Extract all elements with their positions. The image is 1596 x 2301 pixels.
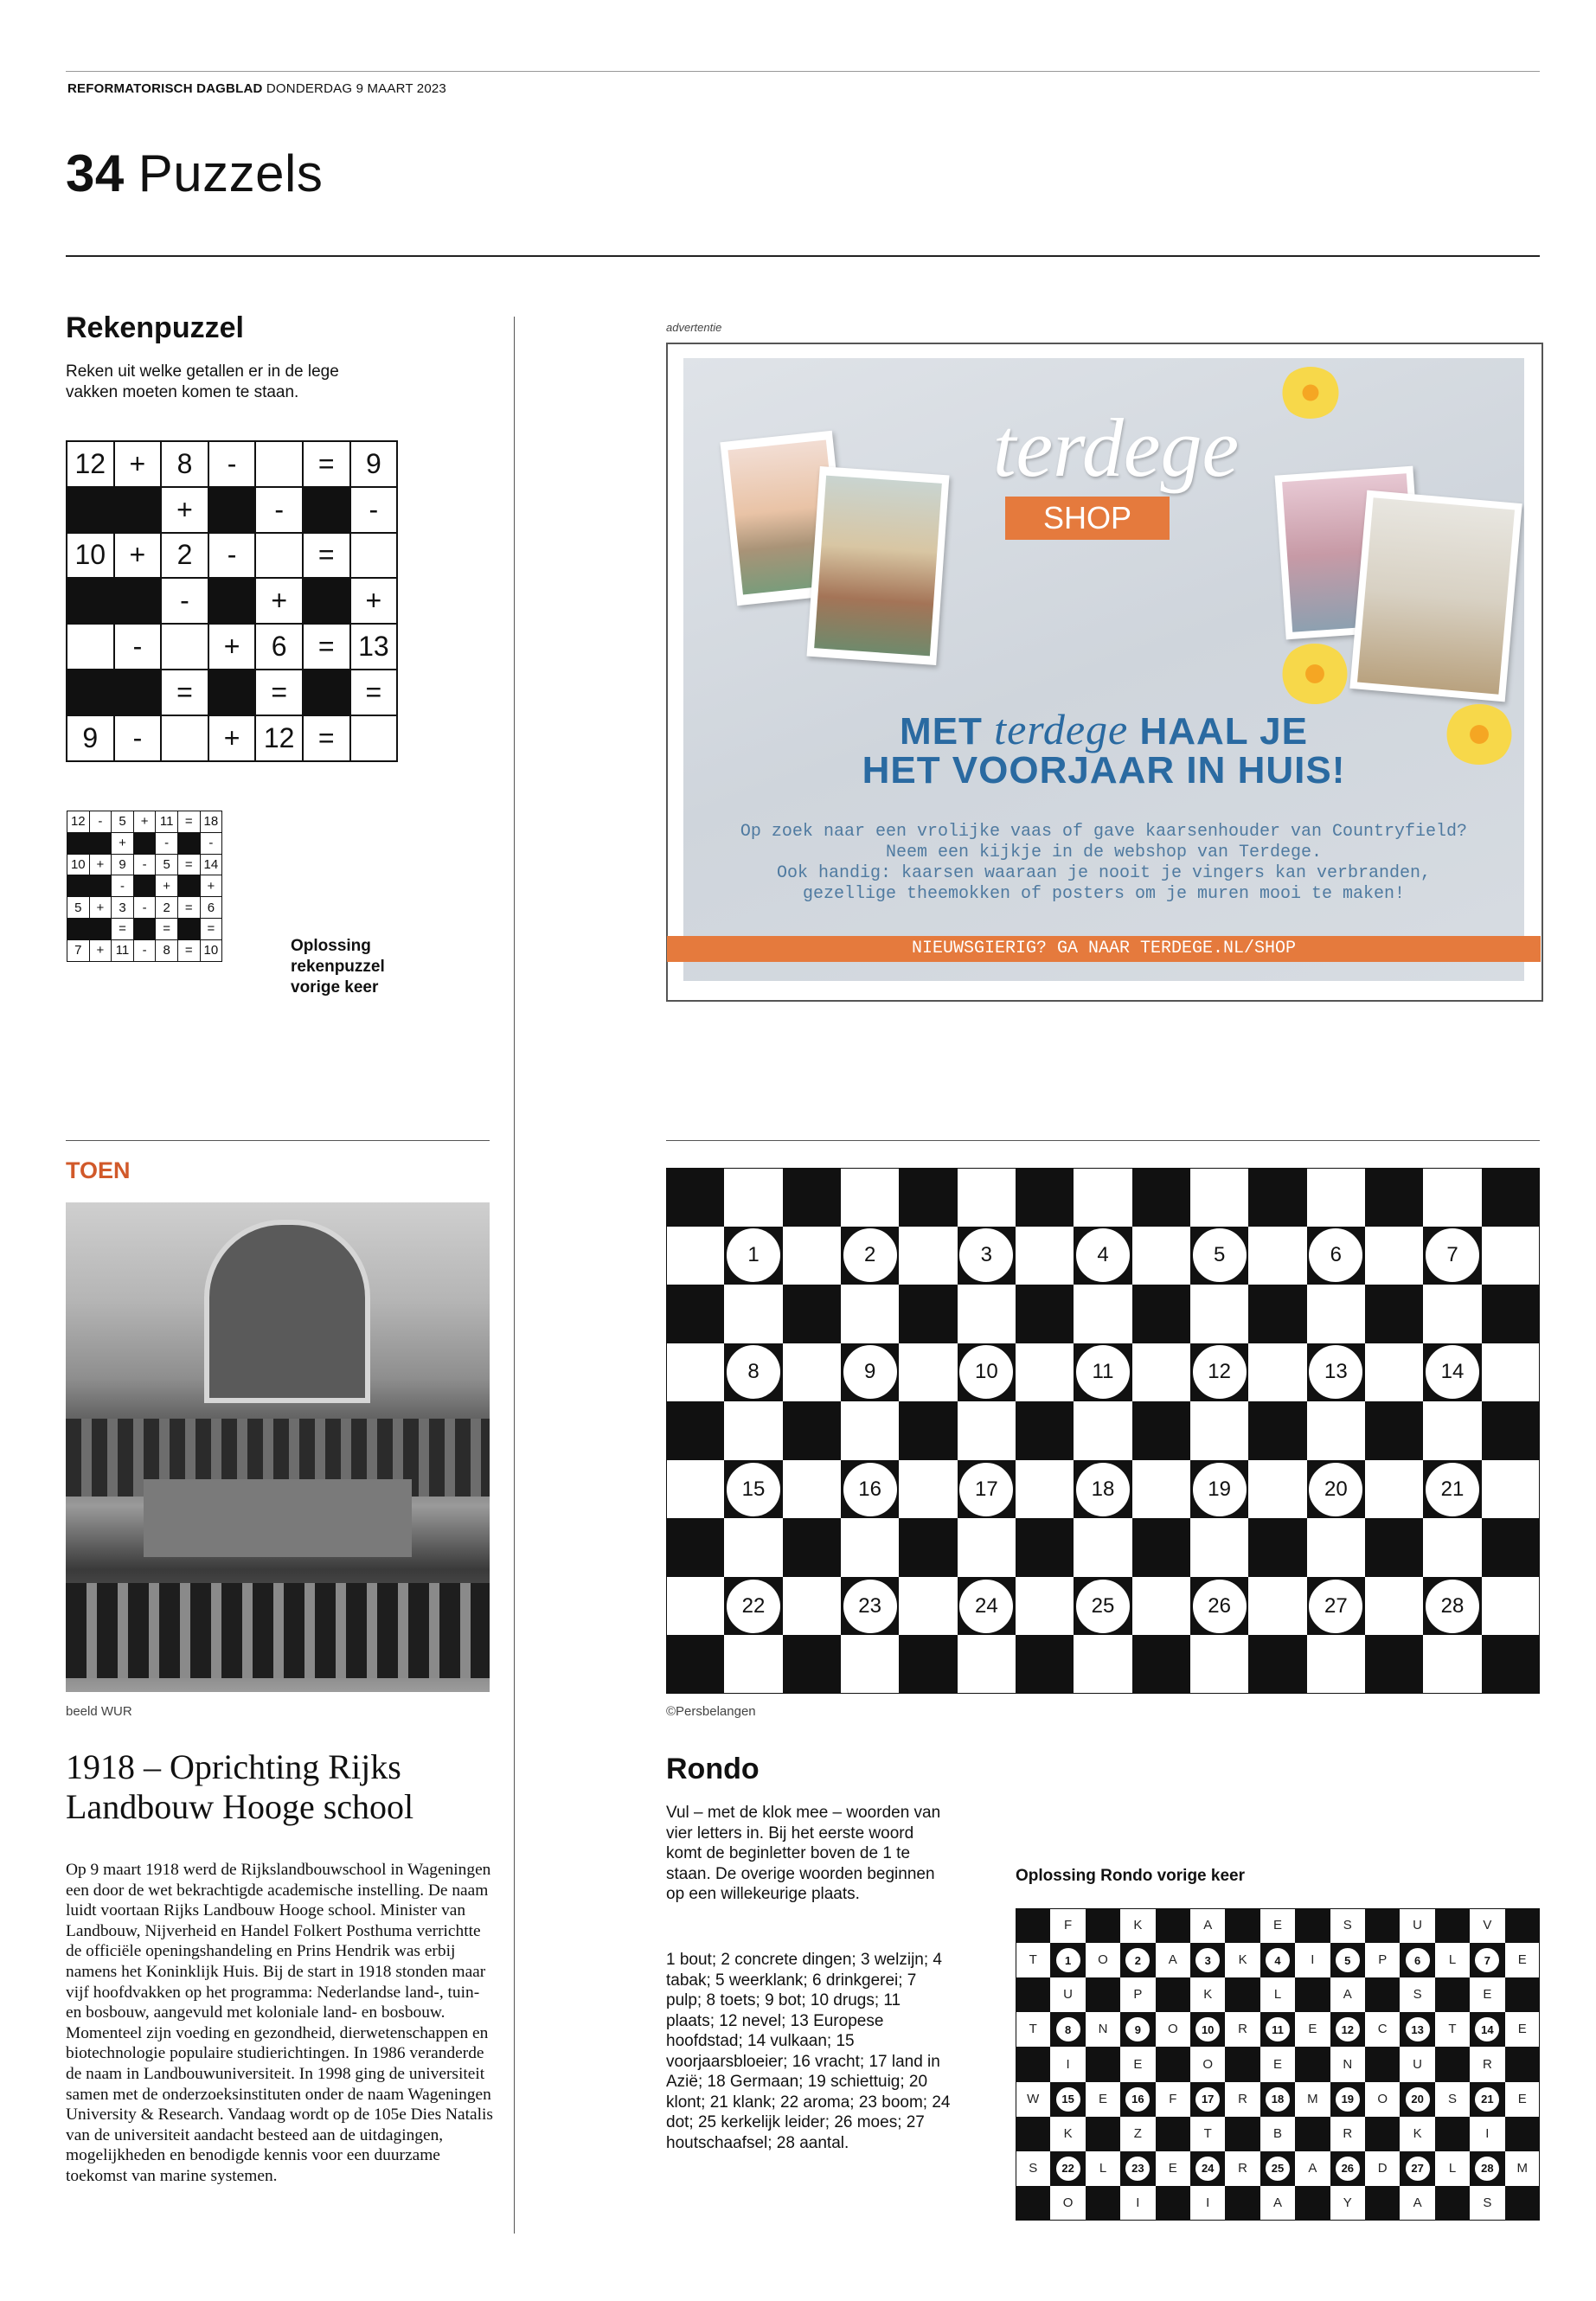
solution-letter: N: [1098, 2022, 1108, 2037]
rondo-clues: 1 bout; 2 concrete dingen; 3 welzijn; 4 tabak; 5 weerklank; 6 drinkgerei; 7 pulp; 8 toets; 9 bot; 10 drugs; 11 plaats; 12 nevel; 13 Europese hoofdstad; 14 vulkaan; 15 voorjaarsbloeier; 16 vracht; 17 land in Azië; 18 Germaan; 19 schiettuig; 20 klont; 21 klank; 22 aroma; 23 boom; 24 dot; 25 kerkelijk leider; 26 moes; 27 houtschaafsel; 28 aantal.: [666, 1951, 951, 2152]
rondo-number-circle: 11: [1074, 1343, 1131, 1400]
grid-cell: =: [177, 811, 200, 833]
grid-cell: 13: [350, 624, 398, 670]
rondo-number-circle: 16: [842, 1461, 899, 1518]
black-cell: [208, 578, 256, 624]
grid-cell: 5: [156, 854, 178, 875]
solution-letter: R: [1238, 2022, 1247, 2037]
advert-headline-2: HET VOORJAAR IN HUIS!: [862, 749, 1346, 792]
grid-row: [67, 832, 222, 854]
solution-letter: R: [1238, 2091, 1247, 2106]
grid-row: [67, 487, 397, 533]
rondo-number-circle: 21: [1424, 1461, 1481, 1518]
advert-label: advertentie: [666, 321, 722, 334]
solution-letter: I: [1136, 2195, 1140, 2210]
solution-number-circle: 19: [1335, 2086, 1361, 2112]
advert-headline-1-brand: terdege: [994, 705, 1129, 753]
grid-cell: 2: [156, 897, 178, 919]
solution-number-circle: 16: [1125, 2086, 1151, 2112]
grid-cell: =: [255, 670, 303, 715]
grid-cell: +: [89, 897, 112, 919]
rondo-grid[interactable]: [666, 1168, 1540, 1694]
solution-letter: Z: [1133, 2125, 1142, 2141]
solution-letter: P: [1378, 1952, 1388, 1968]
grid-cell: +: [350, 578, 398, 624]
solution-letter: Y: [1343, 2195, 1352, 2210]
solution-letter: K: [1413, 2125, 1422, 2141]
grid-cell: 6: [255, 624, 303, 670]
daffodil-icon: [1280, 644, 1349, 704]
rondo-solution-label: Oplossing Rondo vorige keer: [1016, 1867, 1245, 1885]
grid-cell: +: [200, 875, 222, 897]
black-cell: [133, 832, 156, 854]
solution-number-circle: 21: [1474, 2086, 1500, 2112]
rondo-number-circle: 19: [1191, 1461, 1248, 1518]
solution-letter: I: [1311, 1952, 1315, 1968]
grid-cell: -: [112, 875, 134, 897]
solution-letter: C: [1377, 2022, 1388, 2037]
solution-number-circle: 15: [1055, 2086, 1081, 2112]
solution-letter: A: [1343, 1987, 1352, 2003]
rondo-number-circle: 17: [958, 1461, 1015, 1518]
rondo-number-circle: 14: [1424, 1343, 1481, 1400]
solution-letter: R: [1482, 2056, 1492, 2072]
advert-body: [683, 822, 1524, 905]
solution-letter: F: [1064, 1918, 1073, 1933]
rondo-number-circle: 12: [1191, 1343, 1248, 1400]
grid-cell: =: [350, 670, 398, 715]
solution-number-circle: 4: [1265, 1947, 1291, 1973]
solution-letter: N: [1343, 2056, 1353, 2072]
grid-cell: 11: [112, 939, 134, 961]
grid-cell: =: [303, 624, 350, 670]
grid-cell: 5: [112, 811, 134, 833]
solution-letter: E: [1517, 1952, 1527, 1968]
grid-cell: +: [161, 487, 208, 533]
solution-number-circle: 10: [1195, 2016, 1221, 2042]
solution-number-circle: 11: [1265, 2016, 1291, 2042]
grid-cell: -: [255, 487, 303, 533]
black-cell: [303, 487, 350, 533]
rondo-number-circle: 5: [1191, 1227, 1248, 1284]
solution-letter: I: [1206, 2195, 1210, 2210]
black-cell: [114, 487, 162, 533]
rekenpuzzel-solution-grid: [67, 811, 222, 962]
black-cell: [208, 670, 256, 715]
solution-number-circle: 9: [1125, 2016, 1151, 2042]
black-cell: [177, 832, 200, 854]
grid-row: [67, 918, 222, 939]
advert-headline-1-b: HAAL JE: [1139, 710, 1308, 753]
grid-cell: -: [133, 939, 156, 961]
rondo-intro: Vul – met de klok mee – woorden van vier letters in. Bij het eerste woord komt de beginletter boven de 1 te staan. De overige woorden beginnen op een willekeurige plaats.: [666, 1804, 941, 1903]
grid-cell: -: [133, 854, 156, 875]
solution-number-circle: 3: [1195, 1947, 1221, 1973]
rondo-number-circle: 2: [842, 1227, 899, 1284]
solution-letter: I: [1066, 2056, 1070, 2072]
rekenpuzzel-title: Rekenpuzzel: [66, 311, 244, 344]
grid-cell: =: [177, 939, 200, 961]
solution-letter: A: [1308, 2160, 1317, 2176]
solution-letter: L: [1099, 2160, 1107, 2176]
solution-letter: M: [1307, 2091, 1318, 2106]
grid-cell: +: [114, 441, 162, 487]
grid-cell: 6: [200, 897, 222, 919]
black-cell: [89, 875, 112, 897]
solution-letter: T: [1029, 2022, 1037, 2037]
solution-letter: S: [1447, 2091, 1457, 2106]
rekenpuzzel-intro: Reken uit welke getallen er in de lege vakken moeten komen te staan.: [66, 362, 339, 401]
grid-cell: =: [200, 918, 222, 939]
grid-cell: =: [161, 670, 208, 715]
rondo-number-circle: 26: [1191, 1578, 1248, 1635]
solution-number-circle: 5: [1335, 1947, 1361, 1973]
photo-credit: beeld WUR: [66, 1704, 132, 1719]
black-cell: [67, 875, 90, 897]
rondo-number-circle: 18: [1074, 1461, 1131, 1518]
solution-number-circle: 20: [1405, 2086, 1431, 2112]
rondo-number-circle: 24: [958, 1578, 1015, 1635]
rondo-number-circle: 1: [725, 1227, 782, 1284]
grid-cell: 18: [200, 811, 222, 833]
solution-letter: E: [1168, 2160, 1177, 2176]
solution-number-circle: 17: [1195, 2086, 1221, 2112]
rondo-number-circle: 4: [1074, 1227, 1131, 1284]
grid-cell: =: [112, 918, 134, 939]
solution-letter: O: [1098, 1952, 1108, 1968]
grid-cell: -: [208, 533, 256, 579]
solution-letter: A: [1203, 1918, 1213, 1933]
rondo-number-circle: 28: [1424, 1578, 1481, 1635]
rondo-copyright: ©Persbelangen: [666, 1704, 756, 1719]
grid-cell: 2: [161, 533, 208, 579]
grid-row: [67, 624, 397, 670]
black-cell: [303, 578, 350, 624]
rondo-number-circle: 3: [958, 1227, 1015, 1284]
solution-letter: S: [1343, 1918, 1352, 1933]
grid-cell: -: [156, 832, 178, 854]
grid-cell: 12: [67, 811, 90, 833]
solution-letter: D: [1377, 2160, 1388, 2176]
solution-number-circle: 1: [1055, 1947, 1081, 1973]
grid-cell: 9: [350, 441, 398, 487]
rondo-number-circle: 7: [1424, 1227, 1481, 1284]
grid-row: [67, 939, 222, 961]
solution-letter: U: [1413, 1918, 1422, 1933]
solution-letter: E: [1133, 2056, 1143, 2072]
solution-number-circle: 25: [1265, 2156, 1291, 2182]
solution-number-circle: 6: [1405, 1947, 1431, 1973]
black-cell: [67, 832, 90, 854]
solution-letter: O: [1062, 2195, 1074, 2210]
solution-letter: L: [1448, 1952, 1457, 1968]
solution-letter: R: [1343, 2125, 1353, 2141]
black-cell: [177, 918, 200, 939]
grid-cell: =: [303, 715, 350, 761]
solution-letter: E: [1098, 2091, 1107, 2106]
black-cell: [114, 578, 162, 624]
solution-number-circle: 23: [1125, 2156, 1151, 2182]
grid-cell: +: [112, 832, 134, 854]
solution-border: [1016, 1908, 1540, 2221]
rondo-number-circle: 22: [725, 1578, 782, 1635]
solution-letter: S: [1029, 2160, 1038, 2176]
advert-headline-1-a: MET: [900, 710, 983, 753]
toen-body: Op 9 maart 1918 werd de Rijkslandbouwschool in Wageningen een door de wet bekrachtigde academische instelling. De naam luidt voortaan Rijks Landbouw Hooge school. Minister van Landbouw, Nijverheid en Handel Folkert Posthuma verrichtte de officiële openingshandeling en Prins Hendrik was erbij namens het Koninklijk Huis. Bij de start in 1918 stonden maar vijf hoofdvakken op het programma: Nederlandse land-, tuin- en bosbouw, aangevuld met koloniale land- en bosbouw. Momenteel zijn voeding en gezondheid, dierwetenschappen en biotechnologie populaire studierichtingen. In 1986 veranderde de naam in Landbouwuniversiteit. In 1998 ging de universiteit samen met de onderzoeksinstituten onder de naam Wageningen University & Research. Vandaag wordt op de 105e Dies Natalis van de universiteit aandacht besteed aan de uitdagingen, mogelijkheden en benodigde kennis voor een duurzame toekomst van marine systemen.: [66, 1861, 493, 2185]
solution-letter: E: [1272, 1918, 1282, 1933]
page-title: [66, 144, 323, 203]
rondo-number-circle: 13: [1307, 1343, 1364, 1400]
rekenpuzzel-grid[interactable]: [66, 440, 398, 762]
black-cell: [67, 578, 114, 624]
empty-cell[interactable]: [255, 441, 303, 487]
solution-letter: T: [1203, 2125, 1212, 2141]
rondo-solution-grid: [1016, 1908, 1540, 2221]
advert-card-photo: [807, 466, 950, 665]
empty-cell[interactable]: [67, 624, 114, 670]
grid-row: [67, 897, 222, 919]
solution-number-circle: 2: [1125, 1947, 1151, 1973]
grid-cell: +: [255, 578, 303, 624]
advert-vase-photo: [1349, 490, 1522, 702]
grid-cell: =: [177, 854, 200, 875]
grid-cell: 10: [67, 854, 90, 875]
solution-letter: A: [1168, 1952, 1177, 1968]
rondo-number-circle: 27: [1307, 1578, 1364, 1635]
solution-letter: E: [1483, 1987, 1492, 2003]
advert-panel[interactable]: [683, 358, 1524, 981]
grid-row: [67, 670, 397, 715]
solution-number-circle: 24: [1195, 2156, 1221, 2182]
solution-letter: M: [1516, 2160, 1529, 2176]
toen-title: 1918 – Oprichting Rijks Landbouw Hooge school: [66, 1747, 414, 1826]
solution-number-circle: 28: [1474, 2156, 1500, 2182]
grid-row: [67, 811, 222, 833]
grid-cell: =: [156, 918, 178, 939]
grid-cell: 3: [112, 897, 134, 919]
solution-letter: T: [1448, 2022, 1457, 2037]
solution-number-circle: 27: [1405, 2156, 1431, 2182]
solution-letter: A: [1413, 2195, 1422, 2210]
rondo-number-circle: 23: [842, 1578, 899, 1635]
grid-cell: 10: [67, 533, 114, 579]
rondo-number-circle: 25: [1074, 1578, 1131, 1635]
solution-letter: U: [1413, 2056, 1422, 2072]
advert-shop-badge: SHOP: [1005, 497, 1170, 540]
solution-letter: B: [1272, 2125, 1282, 2141]
grid-cell: 7: [67, 939, 90, 961]
black-cell: [303, 670, 350, 715]
grid-row: [67, 875, 222, 897]
empty-cell[interactable]: [255, 533, 303, 579]
grid-cell: +: [89, 939, 112, 961]
solution-letter: W: [1027, 2091, 1040, 2106]
grid-cell: 9: [67, 715, 114, 761]
solution-number-circle: 18: [1265, 2086, 1291, 2112]
grid-row: [67, 441, 397, 487]
grid-cell: +: [114, 533, 162, 579]
solution-letter: L: [1448, 2160, 1457, 2176]
solution-letter: E: [1517, 2091, 1527, 2106]
rondo-number-circle: 8: [725, 1343, 782, 1400]
black-cell: [114, 670, 162, 715]
grid-cell: +: [208, 624, 256, 670]
solution-letter: V: [1483, 1918, 1492, 1933]
toen-label: TOEN: [66, 1157, 131, 1183]
grid-row: [67, 854, 222, 875]
solution-letter: E: [1308, 2022, 1317, 2037]
advert-brand: terdege: [992, 401, 1240, 494]
solution-number-circle: 7: [1474, 1947, 1500, 1973]
grid-cell: +: [133, 811, 156, 833]
rekenpuzzel-solution-label: Oplossing rekenpuzzel vorige keer: [291, 937, 385, 997]
solution-number-circle: 8: [1055, 2016, 1081, 2042]
rondo-number-circle: 15: [725, 1461, 782, 1518]
grid-cell: 12: [255, 715, 303, 761]
solution-letter: I: [1485, 2125, 1490, 2141]
solution-letter: O: [1167, 2022, 1178, 2037]
section-name: Puzzels: [138, 144, 324, 202]
black-cell: [177, 875, 200, 897]
empty-cell[interactable]: [161, 715, 208, 761]
masthead-date: DONDERDAG 9 MAART 2023: [266, 81, 446, 96]
grid-cell: 5: [67, 897, 90, 919]
grid-cell: =: [303, 441, 350, 487]
solution-letter: T: [1029, 1952, 1037, 1968]
grid-cell: -: [200, 832, 222, 854]
advert-headline-1: [683, 704, 1524, 754]
grid-cell: 9: [112, 854, 134, 875]
solution-letter: F: [1169, 2091, 1177, 2106]
advert-body-line: Op zoek naar een vrolijke vaas of gave kaarsenhouder van Countryfield?: [740, 822, 1468, 842]
black-cell: [133, 918, 156, 939]
solution-number-circle: 13: [1405, 2016, 1431, 2042]
grid-cell: =: [303, 533, 350, 579]
black-cell: [89, 832, 112, 854]
grid-cell: 8: [156, 939, 178, 961]
rondo-number-circle: 6: [1307, 1227, 1364, 1284]
masthead-paper: REFORMATORISCH DAGBLAD: [67, 81, 263, 96]
solution-number-circle: 26: [1335, 2156, 1361, 2182]
black-cell: [67, 918, 90, 939]
solution-letter: P: [1133, 1987, 1143, 2003]
solution-number-circle: 12: [1335, 2016, 1361, 2042]
grid-cell: +: [89, 854, 112, 875]
solution-letter: A: [1272, 2195, 1282, 2210]
solution-letter: K: [1203, 1987, 1213, 2003]
advert-body-line: Ook handig: kaarsen waaraan je nooit je vingers kan verbranden,: [776, 863, 1432, 883]
solution-letter: S: [1413, 1987, 1422, 2003]
grid-cell: -: [89, 811, 112, 833]
advert-body-line: gezellige theemokken of posters om je muren mooi te maken!: [802, 884, 1406, 904]
black-cell: [89, 918, 112, 939]
solution-letter: E: [1517, 2022, 1527, 2037]
grid-row: [67, 715, 397, 761]
solution-letter: R: [1238, 2160, 1247, 2176]
grid-cell: =: [177, 897, 200, 919]
advert-cta-link[interactable]: NIEUWSGIERIG? GA NAAR TERDEGE.NL/SHOP: [667, 936, 1541, 962]
empty-cell[interactable]: [161, 624, 208, 670]
grid-cell: +: [156, 875, 178, 897]
grid-cell: +: [208, 715, 256, 761]
grid-cell: -: [133, 897, 156, 919]
black-cell: [208, 487, 256, 533]
grid-cell: 12: [67, 441, 114, 487]
advert-body-line: Neem een kijkje in de webshop van Terdege.: [885, 843, 1323, 862]
solution-number-circle: 22: [1055, 2156, 1081, 2182]
solution-number-circle: 14: [1474, 2016, 1500, 2042]
solution-letter: L: [1273, 1987, 1282, 2003]
rondo-number-circle: 10: [958, 1343, 1015, 1400]
black-cell: [67, 487, 114, 533]
rondo-number-circle: 9: [842, 1343, 899, 1400]
solution-letter: S: [1483, 2195, 1492, 2210]
solution-letter: K: [1133, 1918, 1143, 1933]
grid-cell: 8: [161, 441, 208, 487]
grid-row: [67, 533, 397, 579]
grid-row: [67, 578, 397, 624]
rondo-title: Rondo: [666, 1753, 760, 1785]
solution-letter: O: [1202, 2056, 1214, 2072]
grid-cell: -: [161, 578, 208, 624]
masthead: [67, 81, 446, 96]
solution-letter: O: [1377, 2091, 1388, 2106]
solution-letter: U: [1063, 1987, 1073, 2003]
empty-cell[interactable]: [350, 533, 398, 579]
black-cell: [67, 670, 114, 715]
solution-letter: E: [1272, 2056, 1282, 2072]
rondo-number-circle: 20: [1307, 1461, 1364, 1518]
solution-letter: K: [1238, 1952, 1247, 1968]
page-number: 34: [66, 144, 125, 202]
grid-cell: -: [114, 624, 162, 670]
grid-cell: -: [208, 441, 256, 487]
grid-cell: 11: [156, 811, 178, 833]
grid-cell: 10: [200, 939, 222, 961]
grid-cell: -: [114, 715, 162, 761]
empty-cell[interactable]: [350, 715, 398, 761]
black-cell: [133, 875, 156, 897]
historic-photo: [66, 1202, 490, 1692]
grid-cell: -: [350, 487, 398, 533]
grid-cell: 14: [200, 854, 222, 875]
solution-letter: K: [1063, 2125, 1073, 2141]
